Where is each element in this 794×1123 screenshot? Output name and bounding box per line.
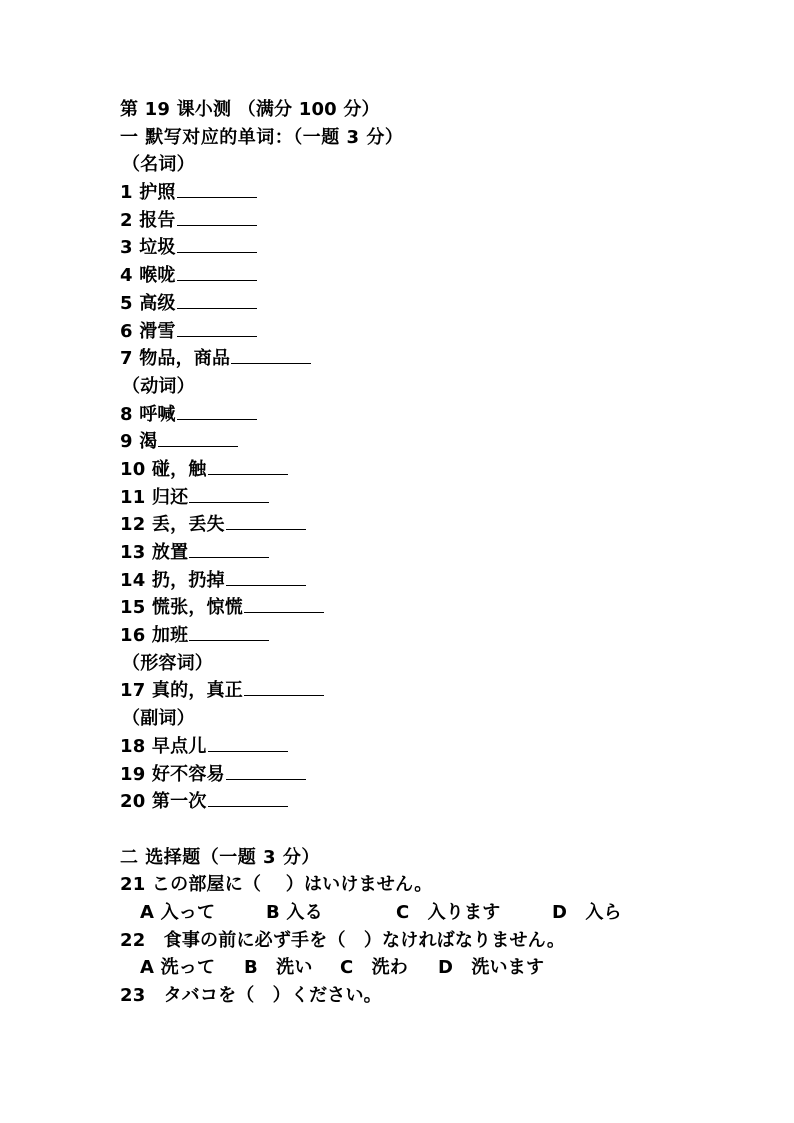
question-text: 9 渴	[120, 431, 158, 453]
question-text: 20 第一次	[120, 791, 207, 813]
answer-blank	[177, 179, 257, 198]
question-text: 3 垃圾	[120, 237, 176, 259]
section-2-heading: 二 选择题（一题 3 分）	[120, 846, 320, 868]
question-text: 19 好不容易	[120, 763, 225, 785]
question-15	[120, 594, 740, 622]
question-1	[120, 179, 740, 207]
question-10	[120, 456, 740, 484]
question-23: 23 タバコを（ ）ください。	[120, 985, 382, 1006]
answer-blank	[189, 539, 269, 558]
question-22: 22 食事の前に必ず手を（ ）なければなりません。	[120, 929, 566, 951]
question-text: 11 归还	[120, 486, 189, 508]
question-22-options	[120, 954, 740, 982]
question-text: 18 早点儿	[120, 735, 207, 757]
question-6	[120, 318, 740, 346]
question-2	[120, 207, 740, 235]
question-text: 12 丢，丢失	[120, 514, 225, 536]
option-a: A 洗って	[140, 957, 216, 979]
question-18	[120, 733, 740, 761]
question-4	[120, 262, 740, 290]
answer-blank	[208, 733, 288, 752]
option-c: C 入ります	[396, 901, 501, 923]
category-adjective: （形容词）	[122, 652, 213, 674]
question-19	[120, 761, 740, 789]
answer-blank	[208, 788, 288, 807]
question-20	[120, 788, 740, 816]
question-text: 4 喉咙	[120, 265, 176, 287]
answer-blank	[226, 761, 306, 780]
question-text: 17 真的，真正	[120, 680, 243, 702]
option-b: B 洗い	[244, 957, 313, 979]
question-text: 6 滑雪	[120, 320, 176, 342]
section-spacer	[120, 816, 740, 844]
question-text: 15 慌张，惊慌	[120, 597, 243, 619]
question-12	[120, 511, 740, 539]
answer-blank	[177, 318, 257, 337]
question-text: 16 加班	[120, 625, 189, 647]
category-noun: （名词）	[122, 154, 195, 176]
option-d: D 入ら	[552, 901, 622, 923]
quiz-title: 第 19 课小测 （满分 100 分）	[120, 99, 380, 120]
answer-blank	[244, 677, 324, 696]
question-text: 5 高级	[120, 292, 176, 314]
question-text: 2 报告	[120, 209, 176, 231]
answer-blank	[244, 594, 324, 613]
question-7	[120, 345, 740, 373]
option-b: B 入る	[266, 901, 323, 923]
question-text: 1 护照	[120, 182, 176, 204]
question-17	[120, 677, 740, 705]
category-adverb: （副词）	[122, 708, 195, 730]
question-text: 13 放置	[120, 542, 189, 563]
category-verb: （动词）	[122, 375, 195, 397]
answer-blank	[226, 567, 306, 586]
quiz-content	[120, 96, 740, 1010]
answer-blank	[177, 290, 257, 309]
question-21-options	[120, 899, 740, 927]
question-text: 7 物品，商品	[120, 348, 231, 370]
answer-blank	[189, 622, 269, 641]
question-21: 21 この部屋に（ ）はいけません。	[120, 874, 433, 896]
option-a: A 入って	[140, 901, 216, 923]
question-text: 8 呼喊	[120, 403, 176, 425]
question-text: 14 扔，扔掉	[120, 569, 225, 591]
option-c: C 洗わ	[340, 957, 409, 979]
question-13	[120, 539, 740, 567]
answer-blank	[231, 345, 311, 364]
answer-blank	[177, 401, 257, 420]
answer-blank	[177, 207, 257, 226]
question-3	[120, 234, 740, 262]
question-11	[120, 484, 740, 512]
question-8	[120, 401, 740, 429]
answer-blank	[158, 428, 238, 447]
question-9	[120, 428, 740, 456]
answer-blank	[189, 484, 269, 503]
answer-blank	[208, 456, 288, 475]
option-d: D 洗います	[438, 957, 545, 979]
question-16	[120, 622, 740, 650]
question-14	[120, 567, 740, 595]
answer-blank	[226, 511, 306, 530]
answer-blank	[177, 234, 257, 253]
question-text: 10 碰，触	[120, 458, 207, 480]
answer-blank	[177, 262, 257, 281]
section-1-heading: 一 默写对应的单词：（一题 3 分）	[120, 126, 404, 148]
question-5	[120, 290, 740, 318]
